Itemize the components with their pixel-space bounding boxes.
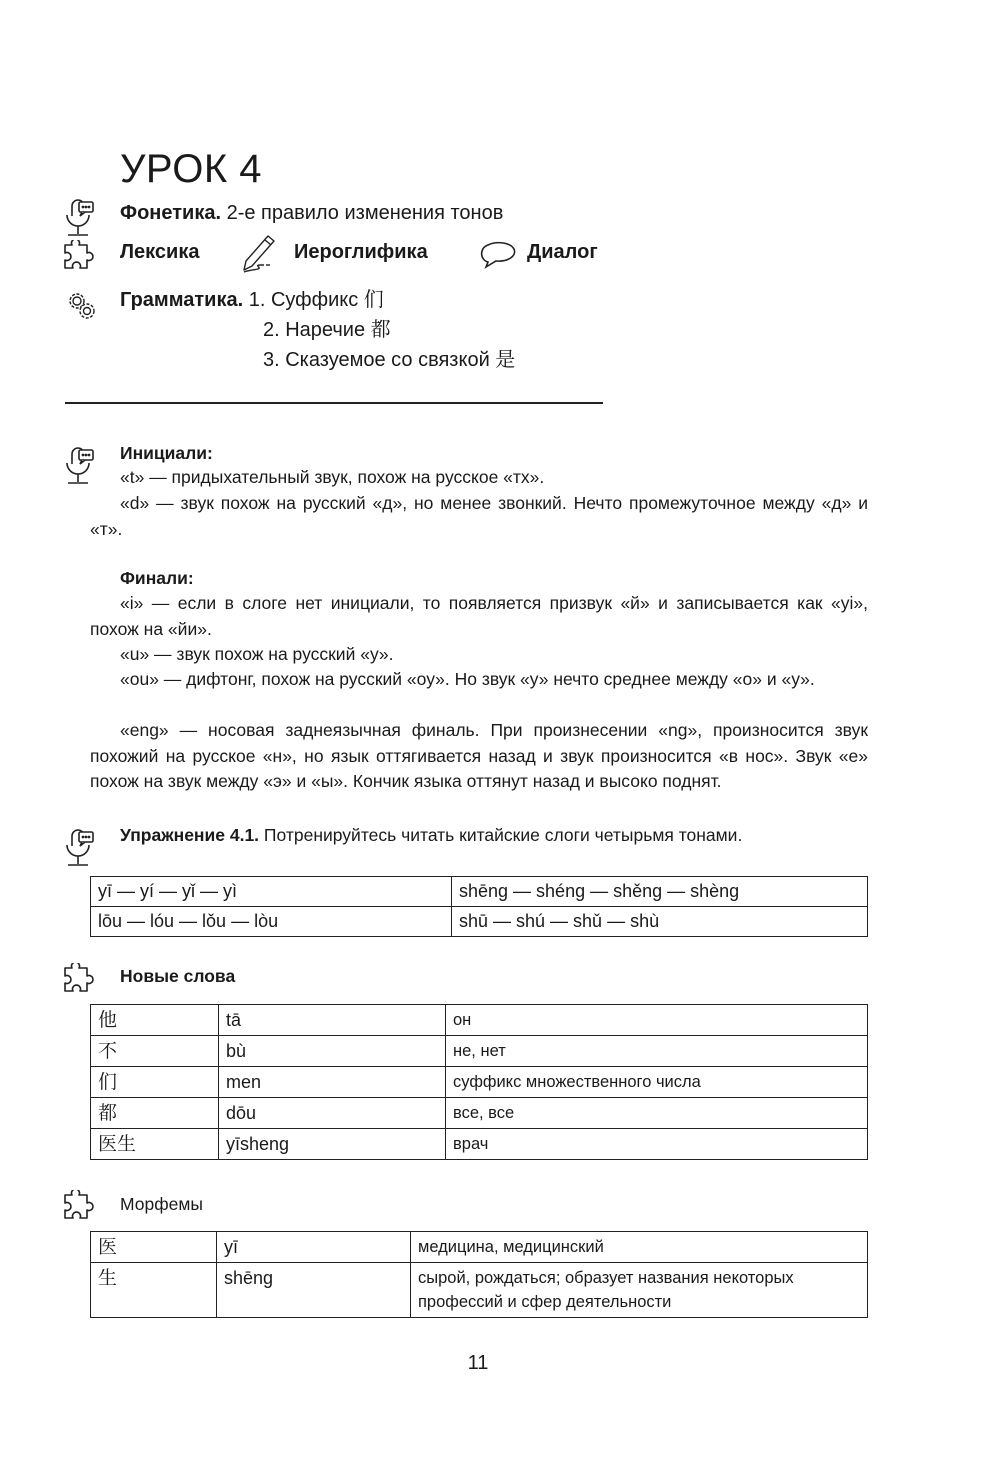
table-cell: shēng — shéng — shěng — shèng [452, 877, 868, 907]
table-row [91, 1263, 868, 1318]
pinyin-cell: yī [217, 1232, 411, 1263]
pinyin-cell: shēng [217, 1263, 411, 1318]
speech-bubble-icon [478, 240, 518, 270]
final-ou-text: «ou» — дифтонг, похож на русский «оу». Но звук «у» нечто среднее между «о» и «у». [120, 669, 815, 689]
puzzle-icon [62, 963, 100, 1003]
grammar-item: 2. Наречие 都 [263, 319, 391, 341]
phonetics-line [120, 200, 503, 226]
puzzle-icon [62, 240, 100, 280]
pinyin-cell: men [219, 1067, 446, 1098]
lexicon-label: Лексика [120, 241, 200, 263]
table-row [91, 1005, 868, 1036]
exercise-heading [120, 823, 742, 849]
hanzi-cell: 他 [91, 1005, 219, 1036]
lesson-title: УРОК 4 [120, 147, 262, 191]
pinyin-cell: dōu [219, 1098, 446, 1129]
table-row [91, 1232, 868, 1263]
table-row [91, 877, 868, 907]
hanzi-cell: 生 [91, 1263, 217, 1318]
dialog-label: Диалог [527, 241, 598, 263]
final-paragraph [90, 642, 868, 668]
pinyin-cell: yīsheng [219, 1129, 446, 1160]
puzzle-icon [62, 1190, 100, 1230]
final-eng-text: «eng» — носовая заднеязычная финаль. При произнесении «ng», произносится звук похожий на русское «н», но язык оттягивается назад и звук произносится «в нос». Звук «е» похож на звук между «э» и «ы». Кончик языка оттянут назад и высоко поднят. [90, 720, 868, 791]
hanzi-cell: 不 [91, 1036, 219, 1067]
grammar-line [120, 287, 384, 313]
new-words-heading: Новые слова [120, 966, 236, 986]
meaning-cell: сырой, рождаться; образует названия некоторых профессий и сфер деятельности [411, 1263, 868, 1318]
initial-paragraph [90, 465, 868, 491]
translation-cell: суффикс множественного числа [446, 1067, 868, 1098]
phonetics-label: Фонетика. [120, 202, 222, 224]
exercise-text: Потренируйтесь читать китайские слоги четырьмя тонами. [263, 825, 743, 845]
new-words-table [90, 1004, 868, 1160]
table-cell: shū — shú — shǔ — shù [452, 907, 868, 937]
translation-cell: все, все [446, 1098, 868, 1129]
initial-t-text: «t» — придыхательный звук, похож на русское «тх». [120, 467, 545, 487]
pinyin-cell: tā [219, 1005, 446, 1036]
hieroglyphics-label: Иероглифика [294, 241, 428, 263]
initials-heading: Инициали: [120, 443, 213, 463]
table-row [91, 907, 868, 937]
table-cell: lōu — lóu — lǒu — lòu [91, 907, 452, 937]
morphemes-heading: Морфемы [120, 1194, 203, 1214]
page-number: 11 [467, 1352, 489, 1374]
hanzi-cell: 都 [91, 1098, 219, 1129]
pen-icon [240, 232, 280, 276]
final-paragraph [90, 667, 868, 693]
pinyin-cell: bù [219, 1036, 446, 1067]
morphemes-table [90, 1231, 868, 1318]
hanzi-cell: 医生 [91, 1129, 219, 1160]
final-i-text: «i» — если в слоге нет инициали, то появляется призвук «й» и записывается как «yi», похож на «йи». [90, 593, 868, 639]
table-cell: yī — yí — yǐ — yì [91, 877, 452, 907]
table-row [91, 1098, 868, 1129]
final-u-text: «u» — звук похож на русский «у». [120, 644, 394, 664]
final-paragraph [90, 591, 868, 642]
initial-paragraph [90, 491, 868, 542]
table-row [91, 1067, 868, 1098]
gears-icon [64, 288, 100, 324]
syllables-table [90, 876, 868, 937]
translation-cell: врач [446, 1129, 868, 1160]
translation-cell: не, нет [446, 1036, 868, 1067]
grammar-item: 1. Суффикс 们 [248, 289, 384, 311]
hanzi-cell: 们 [91, 1067, 219, 1098]
hanzi-cell: 医 [91, 1232, 217, 1263]
microphone-speech-icon [62, 826, 98, 870]
grammar-item: 3. Сказуемое со связкой 是 [263, 349, 516, 371]
divider [65, 402, 603, 404]
phonetics-text: 2-е правило изменения тонов [226, 202, 504, 224]
exercise-label: Упражнение 4.1. [120, 825, 260, 845]
initial-d-text: «d» — звук похож на русский «д», но менее звонкий. Нечто промежуточное между «д» и «т». [90, 493, 868, 539]
grammar-label: Грамматика. [120, 289, 244, 311]
meaning-cell: медицина, медицинский [411, 1232, 868, 1263]
table-row [91, 1129, 868, 1160]
final-paragraph [90, 718, 868, 795]
translation-cell: он [446, 1005, 868, 1036]
table-row [91, 1036, 868, 1067]
microphone-speech-icon [62, 198, 98, 238]
finals-heading: Финали: [120, 568, 194, 588]
